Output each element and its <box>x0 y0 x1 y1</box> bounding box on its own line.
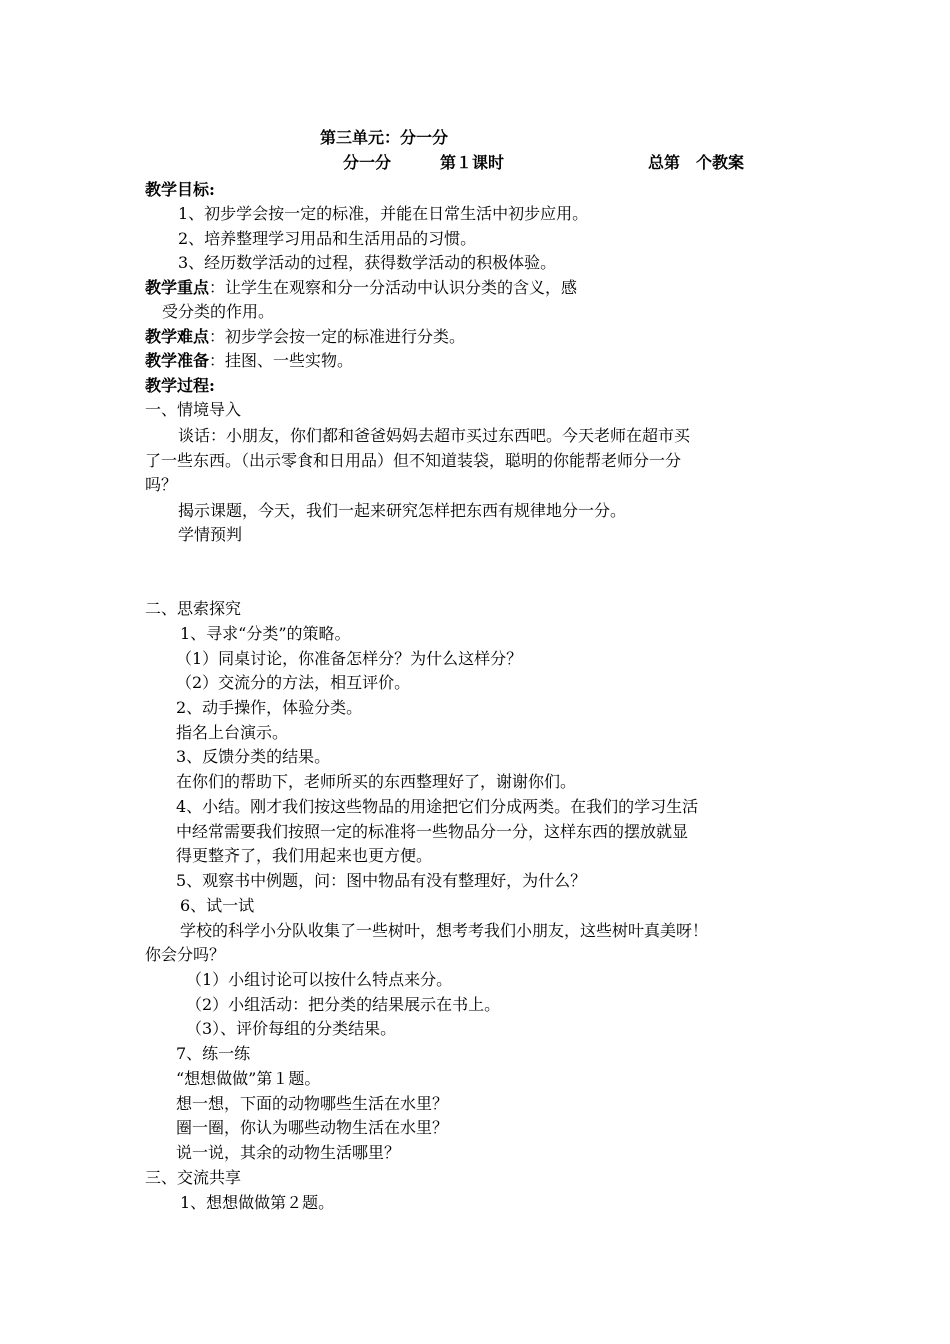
section2-line: （1）小组讨论可以按什么特点来分。 <box>186 970 453 989</box>
difficulties-text: ：初步学会按一定的标准进行分类。 <box>209 327 466 346</box>
section2-line: 3、反馈分类的结果。 <box>176 747 331 766</box>
key-points-text: ：让学生在观察和分一分活动中认识分类的含义，感 <box>209 278 578 297</box>
objectives-label: 教学目标: <box>145 180 215 199</box>
section2-line: 4、小结。刚才我们按这些物品的用途把它们分成两类。在我们的学习生活 <box>176 797 699 816</box>
section1-line: 吗？ <box>145 475 178 494</box>
section2-line: 中经常需要我们按照一定的标准将一些物品分一分，这样东西的摆放就显 <box>176 822 689 841</box>
process-label: 教学过程: <box>145 376 215 395</box>
section1-line: 谈话：小朋友，你们都和爸爸妈妈去超市买过东西吧。今天老师在超市买 <box>178 426 691 445</box>
section2-line: 7、练一练 <box>176 1044 251 1063</box>
section2-line: 学校的科学小分队收集了一些树叶，想考考我们小朋友，这些树叶真美呀！ <box>180 921 709 940</box>
section2-line: 5、观察书中例题，问：图中物品有没有整理好，为什么？ <box>176 871 587 890</box>
section2-line: 说一说，其余的动物生活哪里？ <box>176 1143 401 1162</box>
section1-line: 揭示课题，今天，我们一起来研究怎样把东西有规律地分一分。 <box>178 501 627 520</box>
key-points-text-cont: 受分类的作用。 <box>162 302 275 321</box>
difficulties-label: 教学难点 <box>145 327 210 346</box>
section1-heading: 一、情境导入 <box>145 400 242 419</box>
section2-line: （2）小组活动：把分类的结果展示在书上。 <box>186 995 501 1014</box>
difficulties <box>145 327 465 347</box>
section1-line: 学情预判 <box>178 525 243 544</box>
objective-item-3: 3、经历数学活动的过程，获得数学活动的积极体验。 <box>178 253 557 272</box>
section2-line: （2）交流分的方法，相互评价。 <box>176 673 411 692</box>
lesson-period: 第１课时 <box>440 153 505 172</box>
section2-line: 想一想，下面的动物哪些生活在水里？ <box>176 1094 449 1113</box>
section2-line: 得更整齐了，我们用起来也更方便。 <box>176 846 433 865</box>
lesson-name: 分一分 <box>343 153 392 172</box>
section2-line: 2、动手操作，体验分类。 <box>176 698 363 717</box>
section2-line: 你会分吗？ <box>145 945 226 964</box>
section2-line: （3）、评价每组的分类结果。 <box>186 1019 397 1038</box>
section3-heading: 三、交流共享 <box>145 1168 242 1187</box>
preparation <box>145 351 353 371</box>
preparation-label: 教学准备 <box>145 351 210 370</box>
objective-item-1: 1、初步学会按一定的标准，并能在日常生活中初步应用。 <box>178 204 589 223</box>
section2-line: （1）同桌讨论，你准备怎样分？为什么这样分？ <box>176 649 523 668</box>
section3-line: 1、想想做做第２题。 <box>180 1193 335 1212</box>
unit-title: 第三单元：分一分 <box>320 128 449 147</box>
section2-line: 指名上台演示。 <box>176 723 289 742</box>
section2-line: “想想做做”第１题。 <box>176 1069 321 1088</box>
section2-heading: 二、思索探究 <box>145 599 242 618</box>
section2-line: 1、寻求“分类”的策略。 <box>180 624 351 643</box>
total-plan-number: 总第 个教案 <box>648 153 745 172</box>
section2-line: 圈一圈，你认为哪些动物生活在水里？ <box>176 1118 449 1137</box>
key-points <box>145 278 577 298</box>
section2-line: 6、试一试 <box>180 896 255 915</box>
section1-line: 了一些东西。（出示零食和日用品）但不知道装袋，聪明的你能帮老师分一分 <box>145 451 682 470</box>
section2-line: 在你们的帮助下，老师所买的东西整理好了，谢谢你们。 <box>176 772 577 791</box>
preparation-text: ：挂图、一些实物。 <box>209 351 354 370</box>
key-points-label: 教学重点 <box>145 278 210 297</box>
objective-item-2: 2、培养整理学习用品和生活用品的习惯。 <box>178 229 477 248</box>
